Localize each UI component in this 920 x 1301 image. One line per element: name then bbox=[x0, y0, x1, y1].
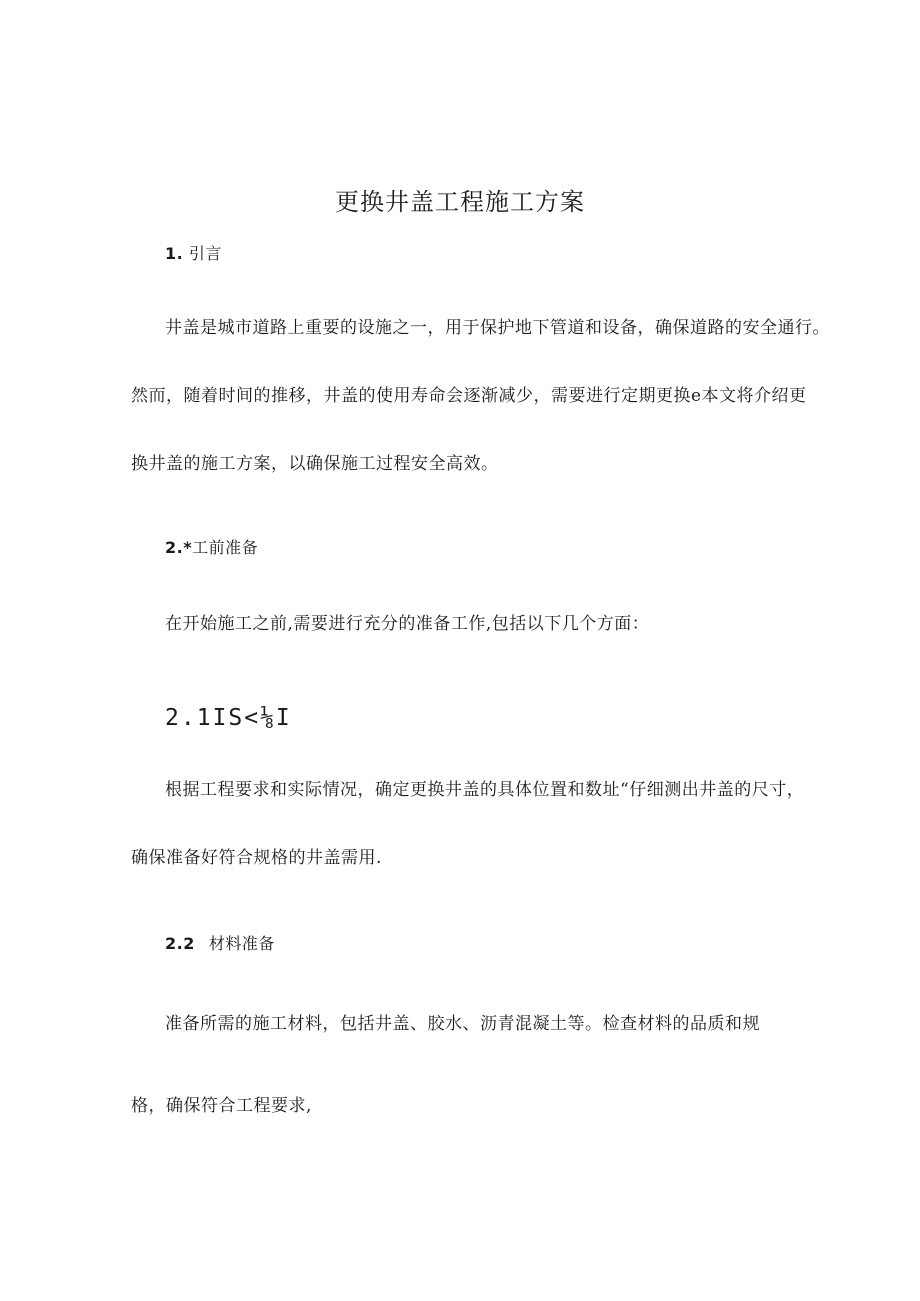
document-title: 更换井盖工程施工方案 bbox=[335, 188, 585, 216]
section-2-2-number: 2.2 bbox=[165, 934, 195, 953]
section-2-1-paragraph-line-2: 确保准备好符合规格的井盖需用. bbox=[131, 848, 382, 868]
section-1-paragraph-line-3: 换井盖的施工方案，以确保施工过程安全高效。 bbox=[131, 454, 499, 474]
section-1-paragraph-line-2: 然而，随着时间的推移，井盖的使用寿命会逐渐减少，需要进行定期更换e本文将介绍更 bbox=[131, 386, 807, 406]
section-1-label: 引言 bbox=[188, 244, 222, 263]
section-1-paragraph-line-1: 井盖是城市道路上重要的设施之一，用于保护地下管道和设备，确保道路的安全通行。 bbox=[165, 318, 830, 338]
section-2-heading bbox=[165, 536, 258, 560]
section-2-2-label: 材料准备 bbox=[208, 934, 275, 953]
section-1-heading bbox=[165, 242, 222, 266]
section-2-label: 工前准备 bbox=[192, 538, 259, 557]
section-2-2-heading bbox=[165, 932, 275, 956]
section-2-1-paragraph-line-1: 根据工程要求和实际情况，确定更换井盖的具体位置和数址“仔细测出井盖的尺寸， bbox=[165, 780, 805, 800]
section-2-2-paragraph-line-2: 格，确保符合工程要求, bbox=[131, 1096, 312, 1116]
section-2-2-paragraph-line-1: 准备所需的施工材料，包括井盖、胶水、沥青混凝土等。检查材料的品质和规 bbox=[165, 1014, 760, 1034]
section-2-1-heading: 2.1IS<⅛I bbox=[165, 705, 292, 731]
section-2-paragraph-line-1: 在开始施工之前,需要进行充分的准备工作,包括以下几个方面： bbox=[165, 614, 650, 634]
section-2-number: 2.* bbox=[165, 538, 193, 557]
section-1-number: 1. bbox=[165, 244, 184, 263]
